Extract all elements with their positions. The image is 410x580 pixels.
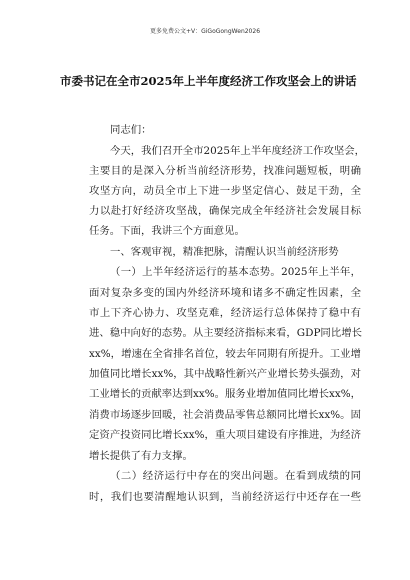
- document-title: 市委书记在全市2025年上半年度经济工作攻坚会上的讲话: [60, 74, 357, 88]
- body-line: 工业增长的贡献率达到xx%。服务业增加值同比增长xx%，: [89, 388, 361, 400]
- body-line: 消费市场逐步回暖，社会消费品零售总额同比增长xx%。固: [89, 409, 361, 421]
- body-line: 力以赴打好经济攻坚战，确保完成全年经济社会发展目标: [89, 205, 361, 217]
- body-line: 增长提供了有力支撑。: [89, 450, 193, 462]
- subsection-heading-line: （一）上半年经济运行的基本态势。2025年上半年，: [110, 266, 361, 278]
- body-line: 定资产投资同比增长xx%，重大项目建设有序推进，为经济: [89, 429, 361, 441]
- body-line: 进、稳中向好的态势。从主要经济指标来看，GDP同比增长: [89, 327, 362, 339]
- body-line: 面对复杂多变的国内外经济环境和诸多不确定性因素，全: [89, 287, 361, 299]
- body-line: 市上下齐心协力、攻坚克难，经济运行总体保持了稳中有: [89, 307, 361, 319]
- body-line: 今天，我们召开全市2025年上半年度经济工作攻坚会，: [110, 145, 366, 157]
- body-line: xx%，增速在全省排名首位，较去年同期有所提升。工业增: [89, 348, 361, 360]
- body-line: 攻坚方向，动员全市上下进一步坚定信心、鼓足干劲，全: [89, 185, 361, 197]
- salutation: 同志们：: [110, 124, 152, 136]
- body-line: 时，我们也要清醒地认识到，当前经济运行中还存在一些: [89, 491, 361, 503]
- header-note: 更多免费公文+V：GiGoGongWen2026: [149, 28, 261, 35]
- body-line: 加值同比增长xx%，其中战略性新兴产业增长势头强劲，对: [89, 368, 361, 380]
- section-heading: 一、客观审视，精准把脉，清醒认识当前经济形势: [110, 246, 339, 258]
- subsection-heading-line: （二）经济运行中存在的突出问题。在看到成绩的同: [110, 470, 361, 482]
- body-line: 主要目的是深入分析当前经济形势，找准问题短板，明确: [89, 165, 361, 177]
- body-line: 任务。下面，我讲三个方面意见。: [89, 225, 245, 237]
